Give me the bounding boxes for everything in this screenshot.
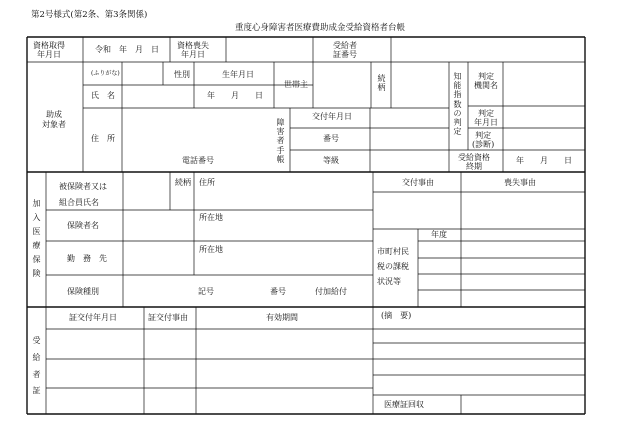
workplace-label: 勤 務 先 bbox=[67, 254, 107, 263]
insurance-label: 加入医療保険 bbox=[32, 199, 41, 278]
certificate-number-label: 受給者 証番号 bbox=[333, 41, 357, 60]
eligibility-end-fields: 年 月 日 bbox=[516, 156, 572, 165]
subject-label: 助成 対象者 bbox=[42, 110, 66, 130]
insurance-number-label: 番号 bbox=[270, 287, 286, 296]
handbook-grade-label: 等級 bbox=[323, 156, 339, 165]
judgement-date-label: 判定 年月日 bbox=[474, 109, 498, 128]
insurer-name-label: 保険者名 bbox=[67, 221, 99, 230]
sex-label: 性別 bbox=[174, 70, 190, 79]
birth-date-label: 生年月日 bbox=[222, 70, 254, 79]
iq-judgement-label: 知能指数の判定 bbox=[453, 72, 462, 137]
municipal-tax-label: 市町村民 税の課税 状況等 bbox=[377, 247, 409, 286]
householder-label: 世帯主 bbox=[284, 80, 308, 89]
insurer-location-label: 所在地 bbox=[199, 213, 223, 222]
workplace-location-label: 所在地 bbox=[199, 245, 223, 254]
certificate-label: 受給者証 bbox=[32, 336, 41, 396]
certificate-issue-reason-label: 証交付事由 bbox=[148, 313, 188, 322]
phone-label: 電話番号 bbox=[182, 156, 214, 165]
handbook-number-label: 番号 bbox=[323, 134, 339, 143]
fiscal-year-label: 年度 bbox=[431, 230, 447, 239]
insured-relation-label: 続柄 bbox=[175, 178, 191, 187]
address-label: 住 所 bbox=[91, 134, 115, 143]
additional-benefit-label: 付加給付 bbox=[315, 287, 347, 296]
certificate-returned-label: 医療証回収 bbox=[384, 400, 424, 409]
insured-address-label: 住所 bbox=[199, 178, 215, 187]
page-title: 重度心身障害者医療費助成金受給資格者台帳 bbox=[235, 23, 406, 33]
remarks-label: (摘 要) bbox=[381, 311, 412, 320]
certificate-issue-date-label: 証交付年月日 bbox=[69, 313, 117, 322]
insurance-kind-label: 保険種別 bbox=[67, 287, 99, 296]
handbook-label: 障害者手帳 bbox=[276, 118, 285, 164]
valid-period-label: 有効期間 bbox=[266, 313, 298, 322]
eligibility-end-label: 受給資格 終期 bbox=[458, 153, 490, 172]
acquisition-date-value: 令和 年 月 日 bbox=[95, 45, 159, 54]
handbook-issue-date-label: 交付年月日 bbox=[312, 112, 352, 121]
name-label: 氏 名 bbox=[91, 91, 115, 100]
insurance-symbol-label: 記号 bbox=[198, 287, 214, 296]
relation-label: 続柄 bbox=[377, 74, 386, 93]
birth-date-fields: 年 月 日 bbox=[207, 91, 263, 100]
judgement-agency-label: 判定 機関名 bbox=[474, 72, 498, 91]
insured-name-label: 被保険者又は 組合員氏名 bbox=[59, 182, 107, 207]
form-code: 第2号様式(第2条、第3条関係) bbox=[31, 10, 148, 20]
acquisition-date-label: 資格取得 年月日 bbox=[33, 41, 65, 60]
loss-reason-label: 喪失事由 bbox=[504, 178, 536, 187]
loss-date-label: 資格喪失 年月日 bbox=[177, 41, 209, 60]
furigana-label: (ふりがな) bbox=[91, 70, 120, 77]
judgement-diagnosis-label: 判定 (診断) bbox=[472, 131, 495, 150]
grant-reason-label: 交付事由 bbox=[402, 178, 434, 187]
